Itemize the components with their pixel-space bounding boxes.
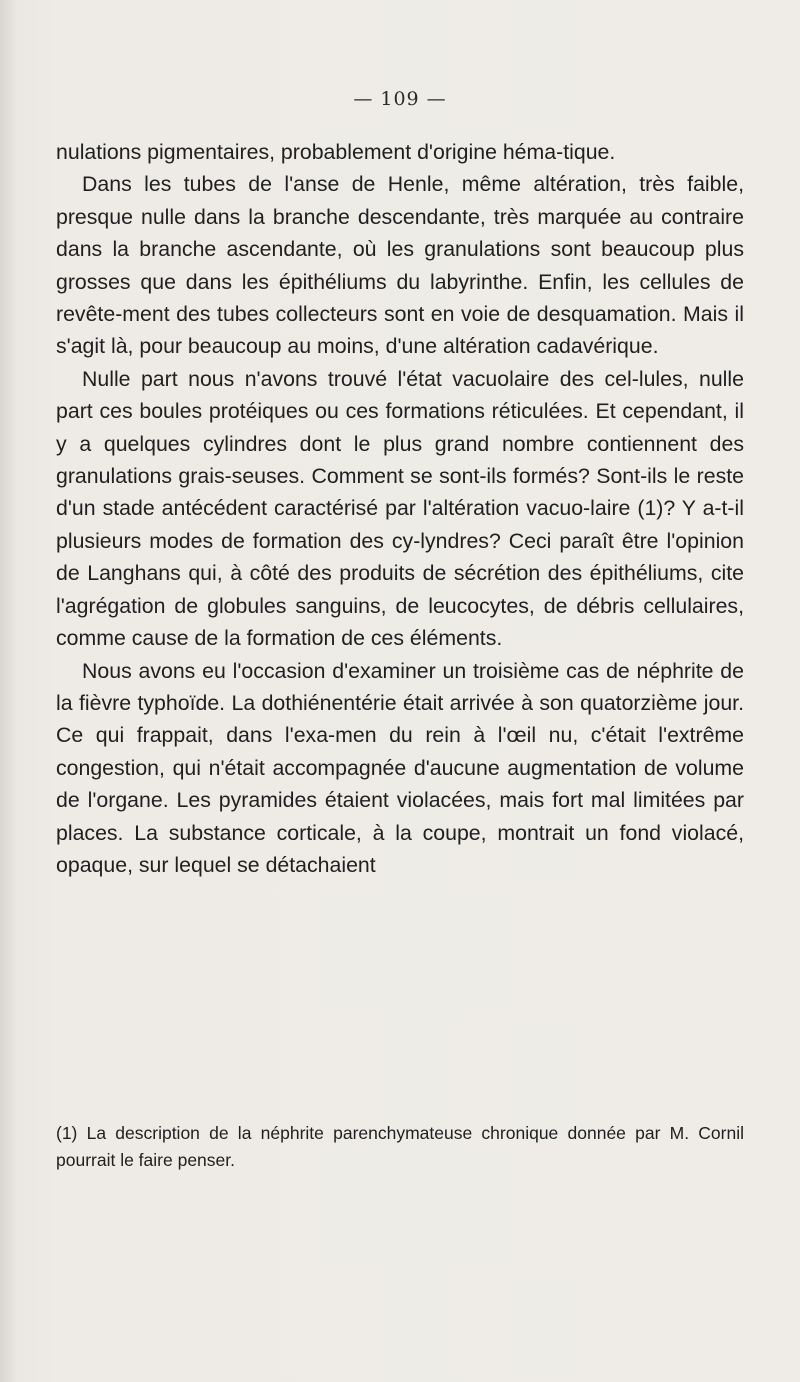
footnote-text: (1) La description de la néphrite parenchymateuse chronique donnée par M. Cornil pourrait le faire penser. xyxy=(56,1123,744,1170)
paragraph-henle: Dans les tubes de l'anse de Henle, même altération, très faible, presque nulle dans la branche descendante, très marquée au contraire dans la branche ascendante, où les granulations sont beaucoup plus grosses que dans les épithéliums du labyrinthe. Enfin, les cellules de revête-ment des tubes collecteurs sont en voie de desquamation. Mais il s'agit là, pour beaucoup au moins, d'une altération cadavérique. xyxy=(56,172,744,359)
body-text xyxy=(56,136,744,881)
paragraph-troisieme-cas: Nous avons eu l'occasion d'examiner un troisième cas de néphrite de la fièvre typhoïde. La dothiénentérie était arrivée à son quatorzième jour. Ce qui frappait, dans l'exa-men du rein à l'œil nu, c'était l'extrême congestion, qui n'était accompagnée d'aucune augmentation de volume de l'organe. Les pyramides étaient violacées, mais fort mal limitées par places. La substance corticale, à la coupe, montrait un fond violacé, opaque, sur lequel se détachaient xyxy=(56,658,744,877)
footnote xyxy=(56,1120,744,1174)
page-number: — 109 — xyxy=(353,88,447,110)
paragraph-cylindres: Nulle part nous n'avons trouvé l'état vacuolaire des cel-lules, nulle part ces boules protéiques ou ces formations réticulées. Et cependant, il y a quelques cylindres dont le plus grand nombre contiennent des granulations grais-seuses. Comment se sont-ils formés? Sont-ils le reste d'un stade antécédent caractérisé par l'altération vacuo-laire (1)? Y a-t-il plusieurs modes de formation des cy-lyndres? Ceci paraît être l'opinion de Langhans qui, à côté des produits de sécrétion des épithéliums, cite l'agrégation de globules sanguins, de leucocytes, de débris cellulaires, comme cause de la formation de ces éléments. xyxy=(56,366,744,651)
paragraph-continuation: nulations pigmentaires, probablement d'origine héma-tique. xyxy=(56,140,616,164)
